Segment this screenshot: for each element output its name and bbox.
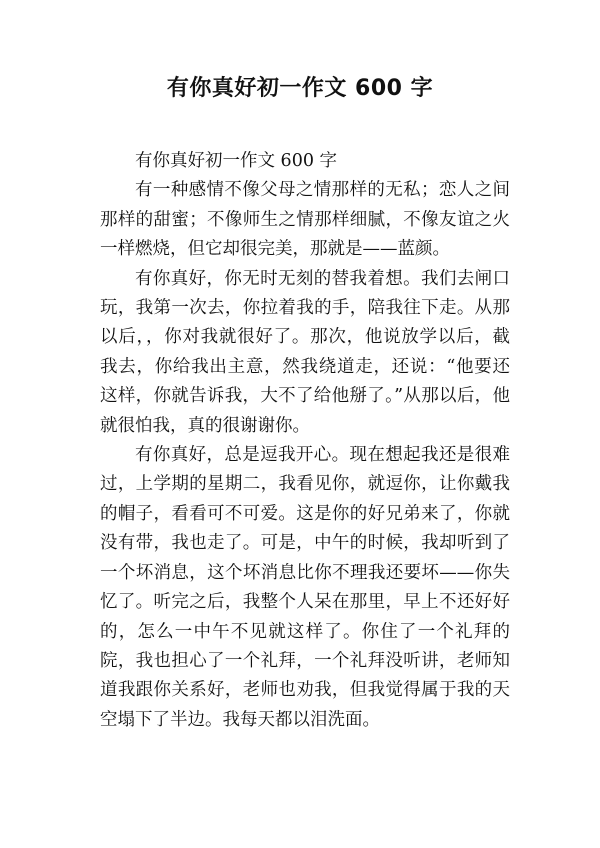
paragraph: 有一种感情不像父母之情那样的无私；恋人之间那样的甜蜜；不像师生之情那样细腻，不像友谊之火一样燃烧，但它却很完美，那就是——蓝颜。 xyxy=(100,180,510,260)
paragraph-subtitle: 有你真好初一作文 600 字 xyxy=(135,151,338,171)
document-title: 有你真好初一作文 600 字 xyxy=(166,76,434,101)
document-body xyxy=(100,147,510,735)
paragraph: 有你真好，你无时无刻的替我着想。我们去闸口玩，我第一次去，你拉着我的手，陪我往下走。从那以后，，你对我就很好了。那次，他说放学以后，截我去，你给我出主意，然我绕道走，还说：“他要还这样，你就告诉我，大不了给他掰了。”从那以后，他就很怕我，真的很谢谢你。 xyxy=(100,268,510,436)
paragraph: 有你真好，总是逗我开心。现在想起我还是很难过，上学期的星期二，我看见你，就逗你，让你戴我的帽子，看看可不可爱。这是你的好兄弟来了，你就没有带，我也走了。可是，中午的时候，我却听到了一个坏消息，这个坏消息比你不理我还要坏——你失忆了。听完之后，我整个人呆在那里，早上不还好好的，怎么一中午不见就这样了。你住了一个礼拜的院，我也担心了一个礼拜，一个礼拜没听讲，老师知道我跟你关系好，老师也劝我，但我觉得属于我的天空塌下了半边。我每天都以泪洗面。 xyxy=(100,445,510,730)
